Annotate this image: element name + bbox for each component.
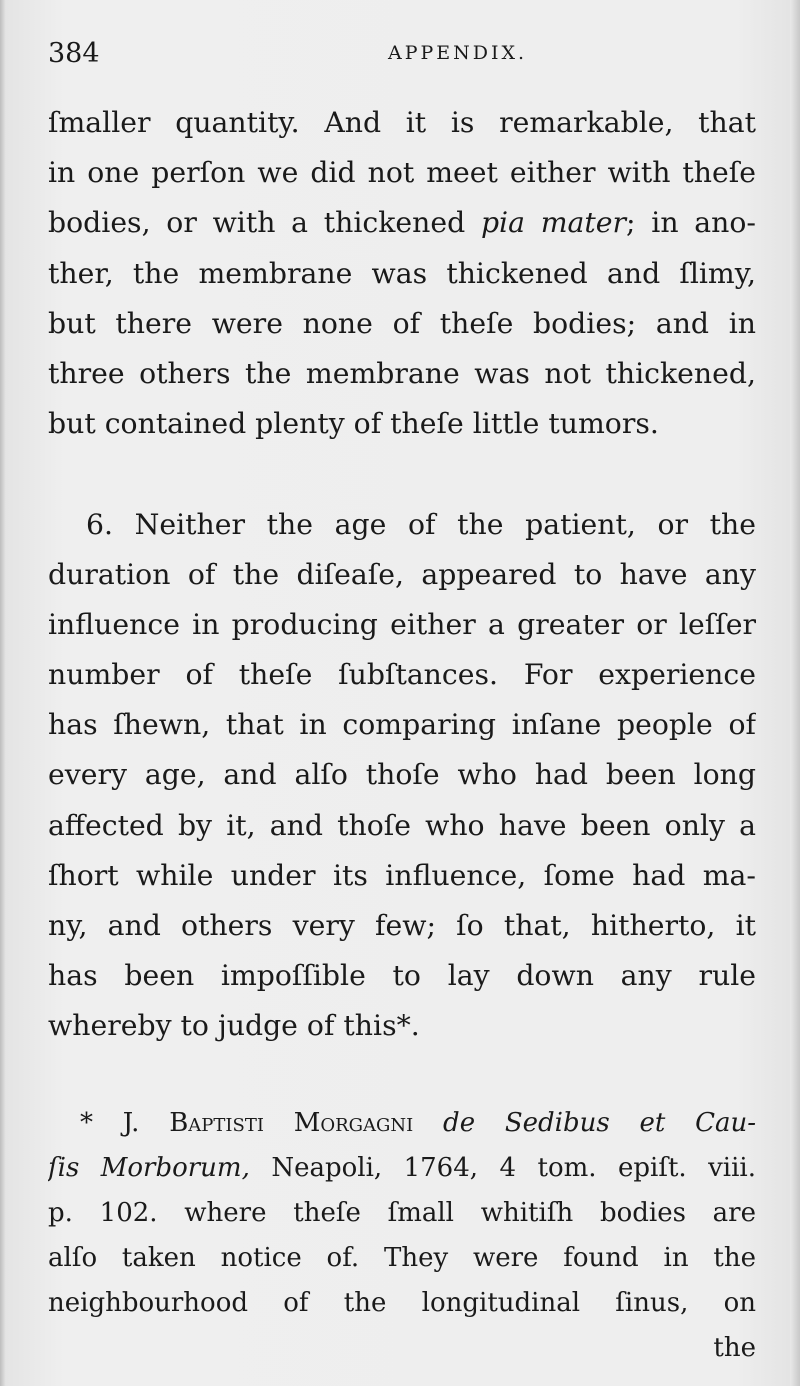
- body-text: [48, 98, 756, 1052]
- page-edge-left: [0, 0, 6, 1386]
- text-line: bodies, or with a thickened pia mater; in ano-: [48, 206, 756, 240]
- text-line: has ſhewn, that in comparing inſane people of: [48, 708, 756, 742]
- page-number: 384: [48, 38, 100, 69]
- italic-term: pia mater: [480, 206, 627, 240]
- text-line: 6. Neither the age of the patient, or the: [86, 507, 756, 541]
- catchword: the: [713, 1333, 756, 1363]
- footnote: [48, 1101, 756, 1371]
- text-line: has been impoſſible to lay down any rule: [48, 959, 756, 993]
- footnote-line: neighbourhood of the longitudinal ſinus, on: [48, 1288, 756, 1318]
- paragraph-1: [48, 98, 756, 449]
- footnote-marker: *: [80, 1108, 93, 1138]
- text-line: ther, the membrane was thickened and ſlimy,: [48, 256, 756, 290]
- text-line: influence in producing either a greater or leſſer: [48, 607, 756, 641]
- text-line: but contained plenty of theſe little tumors.: [48, 407, 659, 441]
- footnote-title: de Sedibus et Cau-: [443, 1108, 756, 1138]
- paragraph-gap: [48, 449, 756, 499]
- text-line: whereby to judge of this*.: [48, 1009, 420, 1043]
- running-head: APPENDIX.: [388, 42, 528, 64]
- paragraph-2: [48, 500, 756, 1052]
- footnote-line: p. 102. where theſe ſmall whitiſh bodies are: [48, 1198, 756, 1228]
- text-line: but there were none of theſe bodies; and in: [48, 306, 756, 340]
- footnote-line: [48, 1101, 756, 1146]
- text-line: in one perſon we did not meet either with theſe: [48, 156, 756, 190]
- text-line: ſhort while under its influence, ſome had ma-: [48, 858, 756, 892]
- text-line: duration of the diſeaſe, appeared to have any: [48, 557, 756, 591]
- text-line: number of theſe ſubſtances. For experience: [48, 658, 756, 692]
- footnote-citation: Neapoli, 1764, 4 tom. epiſt. viii.: [271, 1153, 756, 1183]
- text-line: affected by it, and thoſe who have been only a: [48, 808, 756, 842]
- text-line: ny, and others very few; ſo that, hitherto, it: [48, 909, 756, 942]
- page-edge-right: [790, 0, 800, 1386]
- footnote-author: J. Baptisti Morgagni: [122, 1108, 414, 1138]
- footnote-title-cont: ſis Morborum,: [48, 1153, 250, 1183]
- page-header: [48, 38, 756, 88]
- text-line: three others the membrane was not thickened,: [48, 356, 756, 390]
- text-line: every age, and alſo thoſe who had been long: [48, 758, 756, 792]
- text-line: ſmaller quantity. And it is remarkable, that: [48, 106, 756, 139]
- footnote-line: alſo taken notice of. They were found in the: [48, 1243, 756, 1273]
- footnote-line: [48, 1146, 756, 1191]
